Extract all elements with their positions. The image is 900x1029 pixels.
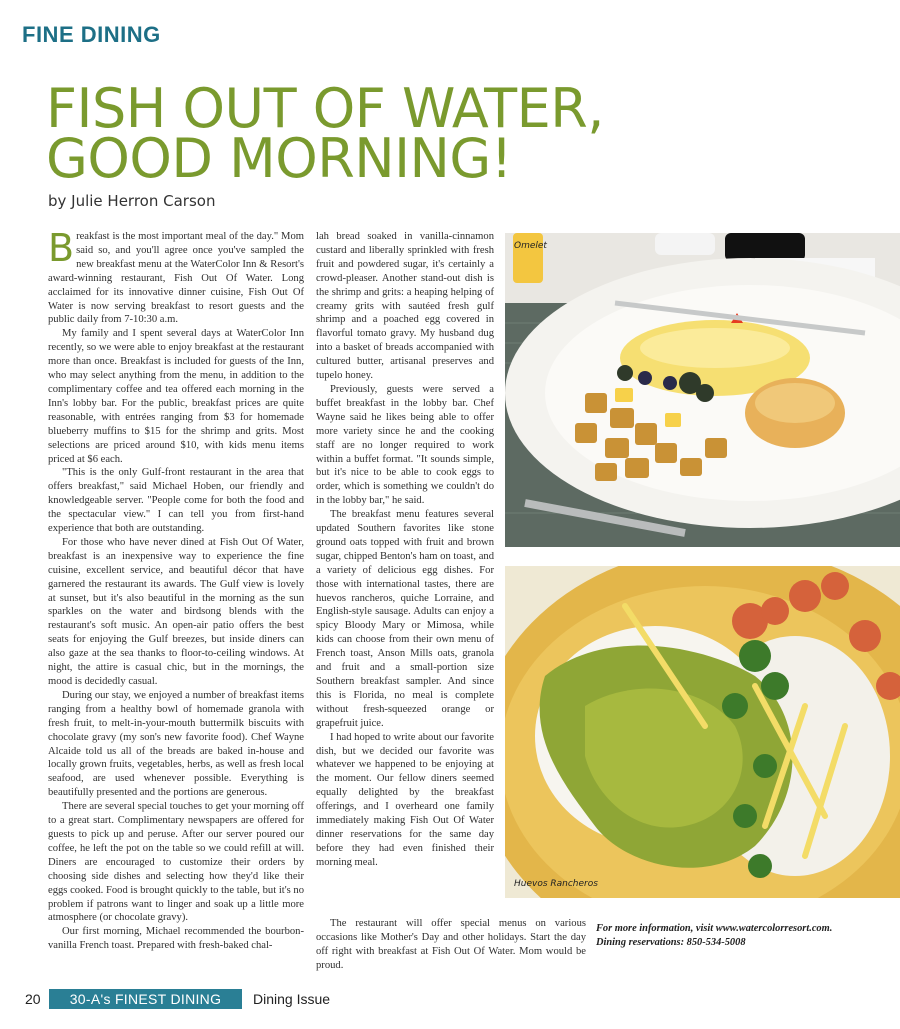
article-column-2 [316,230,494,870]
section-label: FINE DINING [22,22,161,47]
article-paragraph: The breakfast menu features several updated Southern favorites like stone ground oats topped with fruit and brown sugar, chipped Benton's ham on toast, and a variety of delicious egg dishes. For those with international tastes, there are huevos rancheros, quiche Lorraine, and English-style sausage. Adults can enjoy a spicy Bloody Mary or Mimosa, while kids can choose from their own menu of French toast, Anson Mills oats, granola and fruit and a small-portion size Southern breakfast sampler. And since this is Florida, no meal is complete without fresh-squeezed orange or grapefruit juice. [316,509,495,729]
article-paragraph: "This is the only Gulf-front restaurant in the area that offers breakfast," said Michael Hoben, our friendly and knowledgeable server. "People come for both the food and the spectacular view." I can tell you from first-hand experience that both are outstanding. [48,467,304,535]
issue-name: Dining Issue [253,991,331,1007]
more-info-website: For more information, visit www.watercolorresort.com. [596,923,833,934]
huevos-rancheros-photo [505,566,900,898]
huevos-rancheros-caption: Huevos Rancheros [514,879,598,889]
omelet-illustration [505,233,900,547]
article-paragraph: I had hoped to write about our favorite dish, but we decided our favorite was whatever we happened to be enjoying at the moment. Our fellow diners seemed equally delighted by the breakfast offerings, and I overheard one family immediately making Fish Out Of Water dinner reservations for the same day before they had even finished their morning meal. [316,731,494,868]
more-info-reservations: Dining reservations: 850-534-5008 [596,937,746,948]
omelet-photo [505,233,900,547]
more-info-box [596,922,886,950]
page-footer [0,989,900,1011]
article-paragraph: The restaurant will offer special menus on various occasions like Mother's Day and other holidays. Start the day off right with breakfast at Fish Out Of Water. Mom would be proud. [316,918,586,971]
article-paragraph: Our first morning, Michael recommended the bourbon-vanilla French toast. Prepared with fresh-baked chal- [48,926,304,952]
omelet-caption: Omelet [514,241,547,251]
article-paragraph: For those who have never dined at Fish Out Of Water, breakfast is an inexpensive way to experience the fine cuisine, excellent service, and beautiful décor that have garnered the restaurant its awards. The Gulf view is lovely at sunset, but it's also beautiful in the morning as the sun sparkles on the water and birdsong blends with the restaurant's soft music. An open-air patio offers the best seats for enjoying the Gulf breezes, but inside diners can also gaze at the sea thanks to floor-to-ceiling windows. At night, the attire is casual chic, but in the mornings, the mood is decidedly casual. [48,536,304,687]
headline [46,77,604,190]
article-paragraph: There are several special touches to get your morning off to a great start. Complimentary newspapers are offered for guests to pick up and peruse. After our server poured our coffee, he left the pot on the table so we could refill at will. Diners are encouraged to customize their orders by choosing side dishes and selecting how they'd like their eggs cooked. Food is brought quickly to the table, but it's no problem if patrons want to linger and soak up a little more atmosphere (or chocolate gravy). [48,801,304,924]
huevos-illustration [505,566,900,898]
article-paragraph: lah bread soaked in vanilla-cinnamon custard and liberally sprinkled with fresh fruit and powdered sugar, it's certainly a crowd-pleaser. Another stand-out dish is the shrimp and grits: a heaping helping of creamy grits with sautéed fresh gulf shrimp and a poached egg covered in flavorful tomato gravy. My husband dug into a basket of breads accompanied with cultured butter, artisanal preserves and tupelo honey. [316,231,494,382]
article-closing [316,917,586,973]
drop-cap: B [48,226,75,270]
byline: by Julie Herron Carson [48,192,216,210]
headline-line-1: FISH OUT OF WATER, [46,77,604,140]
page-number: 20 [25,991,41,1007]
headline-line-2: GOOD MORNING! [46,127,512,190]
publication-name: 30-A's FINEST DINING [49,989,242,1009]
article-paragraph: Breakfast is the most important meal of the day." Mom said so, and you'll agree once you've sampled the new breakfast menu at the WaterColor Inn & Resort's award-winning restaurant, Fish Out Of Water. Long acclaimed for its innovative dinner cuisine, Fish Out Of Water is now serving breakfast to resort guests and the public daily from 7-10:30 a.m. [48,226,304,326]
article-column-1 [48,226,304,953]
article-paragraph: During our stay, we enjoyed a number of breakfast items ranging from a healthy bowl of homemade granola with fresh fruit, to melt-in-your-mouth buttermilk biscuits with chocolate gravy (my son's new favorite food). Chef Wayne Alcaide told us all of the breads are baked in-house and locally grown fruits, vegetables, herbs, as well as fresh local seafood, are used whenever possible. Everything is beautifully presented and the portions are generous. [48,689,304,799]
article-paragraph: My family and I spent several days at WaterColor Inn recently, so we were able to enjoy breakfast at the restaurant more than once. Breakfast is included for guests of the Inn, who may select anything from the menu, in addition to the complimentary coffee and tea offered each morning in the Inn's lobby bar. For the public, breakfast prices are quite reasonable, with entrées ranging from $3 for homemade blueberry muffins to $15 for the shrimp and grits. Most selections are priced around $10, with kids menu items priced at $6 each. [48,328,304,465]
article-paragraph: Previously, guests were served a buffet breakfast in the lobby bar. Chef Wayne said he likes being able to offer more variety since he and the cooking staff are no longer required to work within a buffet format. "It sounds simple, but it's nice to be able to cook eggs to order, which is something we couldn't do in the lobby bar," he said. [316,383,494,507]
